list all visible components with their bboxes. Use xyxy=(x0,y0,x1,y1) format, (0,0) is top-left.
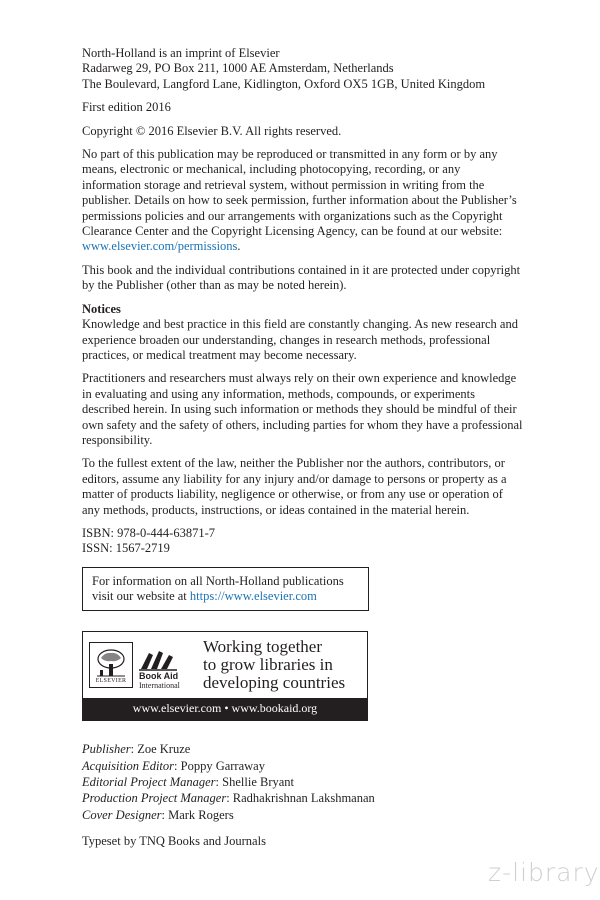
permissions-paragraph xyxy=(82,147,528,255)
book-aid-subtitle: International xyxy=(139,681,180,691)
credit-role: Cover Designer xyxy=(82,807,162,822)
publications-info-box xyxy=(82,567,369,611)
permissions-line: information storage and retrieval system, without permission in writing from the xyxy=(82,177,485,192)
elsevier-tree-icon xyxy=(95,648,127,678)
notices-heading: Notices xyxy=(82,301,121,316)
protection-line: This book and the individual contributions contained in it are protected under copyright xyxy=(82,262,521,277)
credits-list xyxy=(82,741,528,849)
credit-production-project-manager xyxy=(82,790,528,806)
isbn: ISBN: 978-0-444-63871-7 xyxy=(82,525,215,540)
protection-line: by the Publisher (other than as may be noted herein). xyxy=(82,278,347,293)
notices-line: practices, or medical treatment may become necessary. xyxy=(82,347,357,362)
elsevier-logo-label: ELSEVIER xyxy=(95,678,127,685)
zlibrary-watermark: z-library xyxy=(488,858,600,887)
book-aid-name: Book Aid xyxy=(139,671,179,682)
credit-name: : Zoe Kruze xyxy=(130,742,191,757)
banner-tagline xyxy=(203,638,345,692)
imprint-line: North-Holland is an imprint of Elsevier xyxy=(82,46,280,60)
issn: ISSN: 1567-2719 xyxy=(82,541,170,556)
typeset-credit: Typeset by TNQ Books and Journals xyxy=(82,834,266,849)
permissions-line: No part of this publication may be reproduced or transmitted in any form or by any xyxy=(82,147,498,162)
notices-line: own safety and the safety of others, including parties for whom they have a professional xyxy=(82,417,523,432)
tagline-line: to grow libraries in xyxy=(203,655,333,675)
imprint-line: Radarweg 29, PO Box 211, 1000 AE Amsterdam, Netherlands xyxy=(82,61,394,76)
copyright-notice: Copyright © 2016 Elsevier B.V. All rights reserved. xyxy=(82,123,342,138)
edition: First edition 2016 xyxy=(82,100,171,115)
permissions-line: permissions policies and our arrangements with organizations such as the Copyright xyxy=(82,208,503,223)
notices-line: editors, assume any liability for any injury and/or damage to persons or property as a xyxy=(82,471,507,486)
credit-role: Editorial Project Manager xyxy=(82,775,216,789)
notices-line: Knowledge and best practice in this field are constantly changing. As new research and xyxy=(82,317,518,332)
copyright-page xyxy=(82,46,528,850)
permissions-line: publisher. Details on how to seek permission, further information about the Publisher’s xyxy=(82,193,517,208)
banner-content xyxy=(83,632,367,698)
credit-name: : Mark Rogers xyxy=(161,807,234,822)
credit-name: : Shellie Bryant xyxy=(215,775,295,789)
tagline-line: Working together xyxy=(203,637,323,657)
imprint-block xyxy=(82,46,528,92)
book-aid-banner xyxy=(82,631,368,721)
credit-editorial-project-manager xyxy=(82,774,528,790)
permissions-link-line xyxy=(82,239,528,254)
notices-line: matter of products liability, negligence or otherwise, or from any use or operation of xyxy=(82,487,503,502)
tagline-line: developing countries xyxy=(203,673,346,693)
book-aid-logo xyxy=(139,640,193,690)
credit-name: : Poppy Garraway xyxy=(174,758,265,773)
credit-cover-designer xyxy=(82,807,528,823)
credit-publisher xyxy=(82,741,528,757)
notices-line: Practitioners and researchers must always rely on their own experience and knowledge xyxy=(82,371,517,386)
banner-footer: www.elsevier.com • www.bookaid.org xyxy=(83,698,367,720)
notices-line: in evaluating and using any information, methods, compounds, or experiments xyxy=(82,386,475,401)
credit-role: Production Project Manager xyxy=(82,791,227,806)
notices-paragraph-2 xyxy=(82,371,528,448)
identifiers xyxy=(82,526,528,557)
notices-paragraph-3 xyxy=(82,456,528,518)
permissions-line: Clearance Center and the Copyright Licensing Agency, can be found at our website: xyxy=(82,224,503,239)
notices-line: any methods, products, instructions, or ideas contained in the material herein. xyxy=(82,502,470,517)
credit-role: Acquisition Editor xyxy=(82,758,175,773)
info-box-prefix: visit our website at xyxy=(92,588,190,603)
elsevier-logo xyxy=(89,642,133,688)
notices-line: experience broaden our understanding, changes in research methods, professional xyxy=(82,332,491,347)
protection-paragraph xyxy=(82,263,528,294)
imprint-line: The Boulevard, Langford Lane, Kidlington, Oxford OX5 1GB, United Kingdom xyxy=(82,76,486,91)
credit-name: : Radhakrishnan Lakshmanan xyxy=(226,791,375,806)
elsevier-website-link[interactable]: https://www.elsevier.com xyxy=(189,588,317,603)
permissions-link-period: . xyxy=(237,239,241,254)
credit-role: Publisher xyxy=(82,742,131,757)
notices-paragraph-1 xyxy=(82,302,528,364)
info-box-link-line xyxy=(92,589,368,604)
book-aid-hands-icon xyxy=(139,649,179,671)
credit-acquisition-editor xyxy=(82,758,528,774)
notices-line: described herein. In using such information or methods they should be mindful of their xyxy=(82,402,517,417)
notices-line: responsibility. xyxy=(82,432,153,447)
permissions-line: means, electronic or mechanical, including photocopying, recording, or any xyxy=(82,162,461,177)
info-box-line: For information on all North-Holland publications xyxy=(92,573,344,588)
permissions-link[interactable]: www.elsevier.com/permissions xyxy=(82,239,238,254)
notices-line: To the fullest extent of the law, neither the Publisher nor the authors, contributors, or xyxy=(82,456,505,471)
